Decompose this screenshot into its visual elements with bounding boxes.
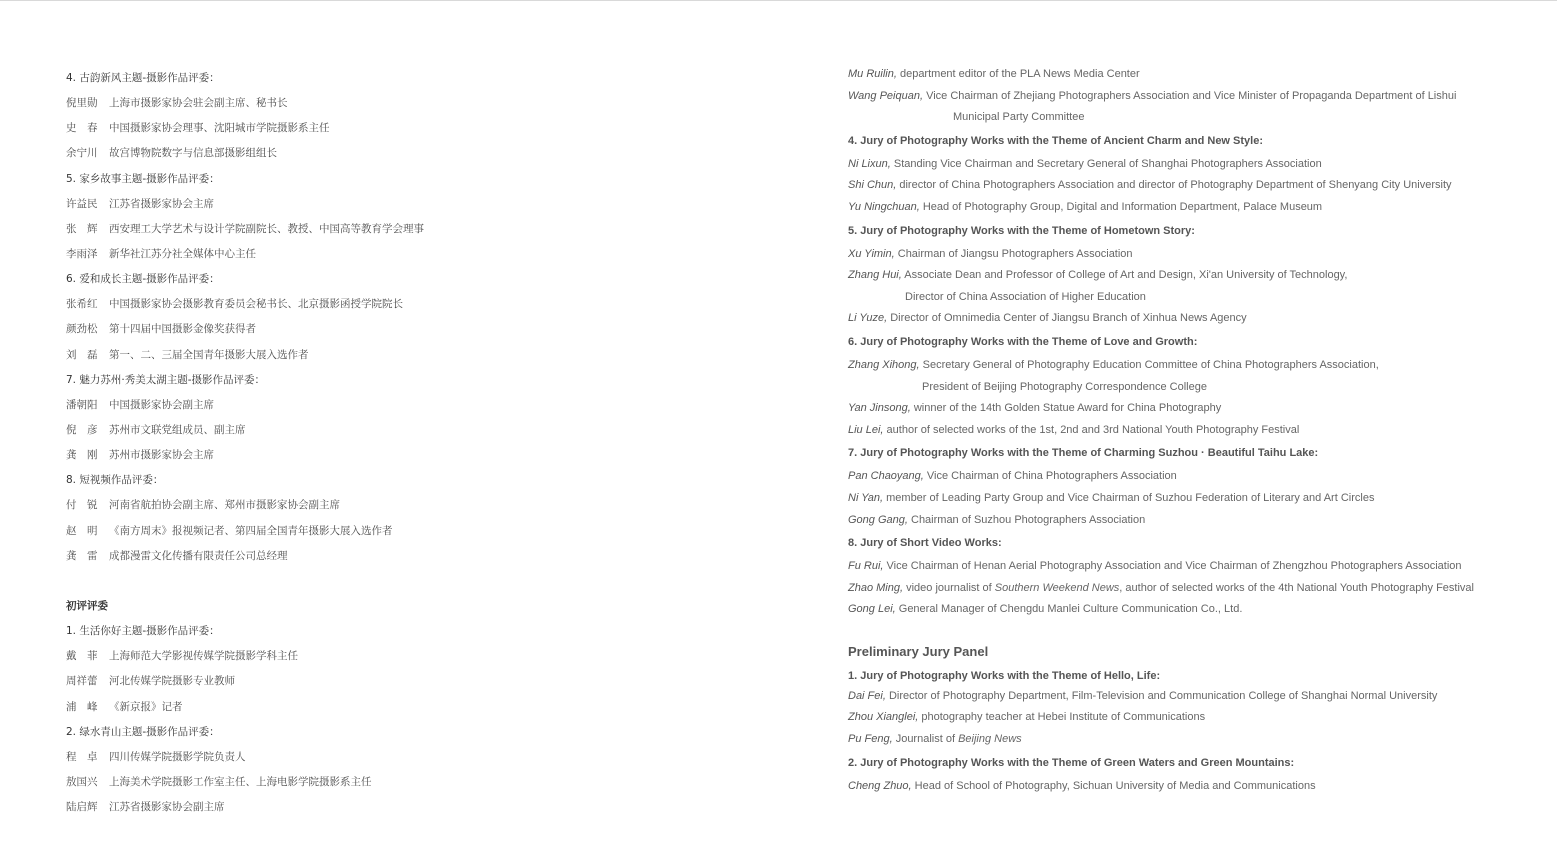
jury-member: Wang Peiquan, Vice Chairman of Zhejiang Photographers Association and Vice Minister of Propaganda Department of Lishui bbox=[848, 89, 1457, 102]
member-title: 第十四届中国摄影金像奖获得者 bbox=[109, 323, 256, 336]
group-heading: 8. Jury of Short Video Works: bbox=[848, 537, 1002, 550]
jury-member-cn bbox=[66, 745, 786, 770]
member-title: 成都漫雷文化传播有限责任公司总经理 bbox=[109, 549, 288, 562]
member-name: 戴 菲 bbox=[66, 650, 98, 663]
member-name: 许益民 bbox=[66, 197, 98, 210]
member-name: 余宁川 bbox=[66, 147, 98, 160]
member-title: 河北传媒学院摄影专业教师 bbox=[109, 675, 235, 688]
jury-member-cn bbox=[66, 317, 786, 342]
jury-member: Ni Lixun, Standing Vice Chairman and Secretary General of Shanghai Photographers Association bbox=[848, 157, 1322, 170]
jury-member: Zhang Hui, Associate Dean and Professor of College of Art and Design, Xi'an University of Technology, bbox=[848, 269, 1348, 282]
member-title: 上海市摄影家协会驻会副主席、秘书长 bbox=[109, 97, 288, 110]
group-heading: 6. Jury of Photography Works with the Theme of Love and Growth: bbox=[848, 335, 1198, 348]
jury-member-cn bbox=[66, 343, 786, 368]
chinese-jury-column bbox=[66, 66, 786, 820]
member-name: 程 卓 bbox=[66, 750, 98, 763]
member-title: 中国摄影家协会理事、沈阳城市学院摄影系主任 bbox=[109, 122, 330, 135]
top-rule bbox=[0, 0, 1557, 1]
member-name: 潘朝阳 bbox=[66, 398, 98, 411]
member-name: 张希红 bbox=[66, 298, 98, 311]
member-title: 第一、二、三届全国青年摄影大展入选作者 bbox=[109, 348, 309, 361]
jury-member: Pu Feng, Journalist of Beijing News bbox=[848, 733, 1022, 746]
member-title: 江苏省摄影家协会主席 bbox=[109, 197, 214, 210]
group-heading-cn: 8. 短视频作品评委： bbox=[66, 474, 164, 487]
member-title: 上海美术学院摄影工作室主任、上海电影学院摄影系主任 bbox=[109, 775, 372, 788]
group-heading-cn: 6. 爱和成长主题-摄影作品评委： bbox=[66, 273, 220, 286]
member-name: 付 锐 bbox=[66, 499, 98, 512]
group-heading-cn: 2. 绿水青山主题-摄影作品评委： bbox=[66, 725, 220, 738]
jury-member-cn bbox=[66, 116, 786, 141]
jury-member-cn bbox=[66, 770, 786, 795]
member-title: 《新京报》记者 bbox=[109, 700, 183, 713]
group-heading-cn: 4. 古韵新风主题-摄影作品评委： bbox=[66, 72, 220, 84]
member-title: 上海师范大学影视传媒学院摄影学科主任 bbox=[109, 650, 298, 663]
member-name: 敖国兴 bbox=[66, 775, 98, 788]
jury-member-cn bbox=[66, 418, 786, 443]
jury-member-cn bbox=[66, 443, 786, 468]
member-title: 江苏省摄影家协会副主席 bbox=[109, 801, 225, 814]
section-spacer bbox=[848, 621, 1528, 637]
jury-member: Zhao Ming, video journalist of Southern Weekend News, author of selected works of the 4th National Youth Photography Festival bbox=[848, 581, 1474, 594]
member-name: 倪里勋 bbox=[66, 97, 98, 110]
jury-member: Gong Gang, Chairman of Suzhou Photographers Association bbox=[848, 513, 1146, 526]
jury-member: Gong Lei, General Manager of Chengdu Manlei Culture Communication Co., Ltd. bbox=[848, 603, 1243, 616]
member-title: 西安理工大学艺术与设计学院副院长、教授、中国高等教育学会理事 bbox=[109, 222, 424, 235]
member-name: 颜劲松 bbox=[66, 323, 98, 336]
jury-member-cn bbox=[66, 519, 786, 544]
member-name: 倪 彦 bbox=[66, 423, 98, 436]
member-name: 张 辉 bbox=[66, 222, 98, 235]
jury-member: Zhou Xianglei, photography teacher at Hebei Institute of Communications bbox=[848, 711, 1206, 724]
jury-member: Pan Chaoyang, Vice Chairman of China Photographers Association bbox=[848, 470, 1177, 483]
group-heading: 1. Jury of Photography Works with the Theme of Hello, Life: bbox=[848, 669, 1161, 682]
jury-member: Ni Yan, member of Leading Party Group and Vice Chairman of Suzhou Federation of Literary and Art Circles bbox=[848, 491, 1375, 504]
jury-member-cn bbox=[66, 217, 786, 242]
group-heading: 2. Jury of Photography Works with the Theme of Green Waters and Green Mountains: bbox=[848, 756, 1295, 769]
jury-member: Zhang Xihong, Secretary General of Photography Education Committee of China Photographers Association, bbox=[848, 358, 1379, 371]
final-jury-groups-cn bbox=[66, 66, 786, 569]
member-title: 故宫博物院数字与信息部摄影组组长 bbox=[109, 147, 277, 160]
jury-member-cn bbox=[66, 493, 786, 518]
group-heading-cn: 1. 生活你好主题-摄影作品评委： bbox=[66, 625, 220, 638]
member-title: 苏州市摄影家协会主席 bbox=[109, 449, 214, 462]
jury-member: Li Yuze, Director of Omnimedia Center of Jiangsu Branch of Xinhua News Agency bbox=[848, 312, 1247, 325]
prelim-jury-groups-cn bbox=[66, 619, 786, 820]
member-name: 李雨泽 bbox=[66, 247, 98, 260]
jury-member-cn bbox=[66, 695, 786, 720]
member-name: 史 春 bbox=[66, 122, 98, 135]
jury-member: Yu Ningchuan, Head of Photography Group, Digital and Information Department, Palace Museum bbox=[848, 200, 1323, 213]
member-title: 河南省航拍协会副主席、郑州市摄影家协会副主席 bbox=[109, 499, 340, 512]
jury-member-cn bbox=[66, 544, 786, 569]
section-spacer bbox=[66, 569, 786, 594]
jury-member-cn bbox=[66, 795, 786, 820]
member-title: 新华社江苏分社全媒体中心主任 bbox=[109, 247, 256, 260]
group-heading: 4. Jury of Photography Works with the Theme of Ancient Charm and New Style: bbox=[848, 134, 1264, 147]
member-name: 浦 峰 bbox=[66, 700, 98, 713]
jury-member-continued: Director of China Association of Higher Education bbox=[905, 290, 1146, 303]
member-name: 刘 磊 bbox=[66, 348, 98, 361]
jury-member-continued: Municipal Party Committee bbox=[953, 111, 1085, 124]
jury-member-continued: President of Beijing Photography Correspondence College bbox=[922, 380, 1207, 393]
group-heading-cn: 5. 家乡故事主题-摄影作品评委： bbox=[66, 172, 220, 185]
jury-member-cn bbox=[66, 669, 786, 694]
jury-member-cn bbox=[66, 393, 786, 418]
member-name: 陆启辉 bbox=[66, 801, 98, 814]
jury-member: Mu Ruilin, department editor of the PLA News Media Center bbox=[848, 68, 1140, 80]
jury-member: Cheng Zhuo, Head of School of Photography, Sichuan University of Media and Communications bbox=[848, 779, 1316, 792]
jury-member-cn bbox=[66, 292, 786, 317]
member-name: 龚 刚 bbox=[66, 449, 98, 462]
jury-member-cn bbox=[66, 141, 786, 166]
jury-member-cn bbox=[66, 644, 786, 669]
jury-member: Shi Chun, director of China Photographers Association and director of Photography Department of Shenyang City University bbox=[848, 179, 1452, 192]
member-name: 龚 雷 bbox=[66, 549, 98, 562]
member-title: 四川传媒学院摄影学院负责人 bbox=[109, 750, 246, 763]
jury-member: Xu Yimin, Chairman of Jiangsu Photographers Association bbox=[848, 247, 1133, 260]
member-title: 苏州市文联党组成员、副主席 bbox=[109, 423, 246, 436]
jury-member: Liu Lei, author of selected works of the 1st, 2nd and 3rd National Youth Photography Festival bbox=[848, 423, 1300, 436]
jury-member-cn bbox=[66, 242, 786, 267]
group-heading-cn: 7. 魅力苏州·秀美太湖主题-摄影作品评委： bbox=[66, 373, 265, 386]
english-jury-column bbox=[848, 64, 1528, 797]
member-name: 赵 明 bbox=[66, 524, 98, 537]
group-heading: 5. Jury of Photography Works with the Theme of Hometown Story: bbox=[848, 224, 1195, 237]
member-title: 中国摄影家协会摄影教育委员会秘书长、北京摄影函授学院院长 bbox=[109, 298, 403, 311]
prelim-jury-title: Preliminary Jury Panel bbox=[848, 643, 989, 659]
jury-member: Yan Jinsong, winner of the 14th Golden Statue Award for China Photography bbox=[848, 402, 1222, 415]
member-title: 中国摄影家协会副主席 bbox=[109, 398, 214, 411]
prelim-jury-title-cn: 初评评委 bbox=[66, 599, 108, 612]
member-name: 周祥蕾 bbox=[66, 675, 98, 688]
jury-member-cn bbox=[66, 91, 786, 116]
jury-member: Fu Rui, Vice Chairman of Henan Aerial Photography Association and Vice Chairman of Zhengzhou Photographers Association bbox=[848, 560, 1462, 573]
member-title: 《南方周末》报视频记者、第四届全国青年摄影大展入选作者 bbox=[109, 524, 393, 537]
group-heading: 7. Jury of Photography Works with the Theme of Charming Suzhou · Beautiful Taihu Lake: bbox=[848, 447, 1319, 460]
jury-member-cn bbox=[66, 192, 786, 217]
jury-member: Dai Fei, Director of Photography Department, Film-Television and Communication College of Shanghai Normal University bbox=[848, 689, 1438, 702]
